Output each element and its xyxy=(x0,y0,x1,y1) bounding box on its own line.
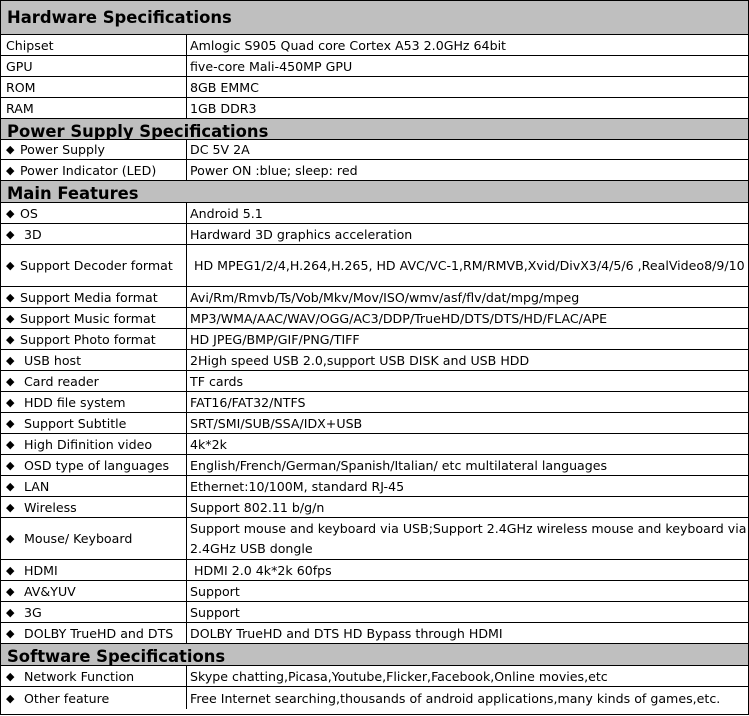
diamond-bullet-icon: ◆ xyxy=(6,605,15,619)
row-value: 2High speed USB 2.0,support USB DISK and USB HDD xyxy=(190,352,530,368)
diamond-bullet-icon: ◆ xyxy=(6,332,15,346)
diamond-bullet-icon: ◆ xyxy=(6,143,15,156)
row-label-cell xyxy=(1,623,187,643)
row-label: OSD type of languages xyxy=(24,457,170,473)
row-label: Power Indicator (LED) xyxy=(20,162,157,178)
table-row xyxy=(1,601,748,622)
row-label-cell xyxy=(1,476,187,496)
row-value: Amlogic S905 Quad core Cortex A53 2.0GHz 64bit xyxy=(190,37,506,53)
row-label-cell xyxy=(1,160,187,180)
table-row xyxy=(1,686,748,709)
row-label-cell xyxy=(1,245,187,286)
table-row xyxy=(1,580,748,601)
table-row xyxy=(1,622,748,643)
row-label: OS xyxy=(20,205,38,221)
row-label: 3D xyxy=(24,226,42,242)
row-value: MP3/WMA/AAC/WAV/OGG/AC3/DDP/TrueHD/DTS/DTS/HD/FLAC/APE xyxy=(190,310,608,326)
row-value: FAT16/FAT32/NTFS xyxy=(190,394,306,410)
section-header-software: Software Specifications xyxy=(1,643,748,665)
diamond-bullet-icon: ◆ xyxy=(6,691,15,705)
row-label-cell xyxy=(1,602,187,622)
table-row xyxy=(1,517,748,559)
diamond-bullet-icon: ◆ xyxy=(6,479,15,493)
table-row xyxy=(1,159,748,180)
table-row xyxy=(1,286,748,307)
table-row xyxy=(1,202,748,223)
diamond-bullet-icon: ◆ xyxy=(6,584,15,598)
row-value: DOLBY TrueHD and DTS HD Bypass through HDMI xyxy=(190,625,503,641)
table-row xyxy=(1,55,748,76)
diamond-bullet-icon: ◆ xyxy=(6,437,15,451)
table-row xyxy=(1,412,748,433)
row-value: SRT/SMI/SUB/SSA/IDX+USB xyxy=(190,415,363,431)
row-label-cell xyxy=(1,350,187,370)
diamond-bullet-icon: ◆ xyxy=(6,374,15,388)
row-label-cell xyxy=(1,560,187,580)
row-label-cell xyxy=(1,434,187,454)
row-value: 4k*2k xyxy=(190,436,227,452)
row-value: HD MPEG1/2/4,H.264,H.265, HD AVC/VC-1,RM/RMVB,Xvid/DivX3/4/5/6 ,RealVideo8/9/10 xyxy=(194,257,745,273)
diamond-bullet-icon: ◆ xyxy=(6,311,15,325)
row-label: Network Function xyxy=(24,668,135,684)
diamond-bullet-icon: ◆ xyxy=(6,626,15,640)
row-value: five-core Mali-450MP GPU xyxy=(190,58,353,74)
row-label: Other feature xyxy=(24,690,110,706)
table-row xyxy=(1,559,748,580)
diamond-bullet-icon: ◆ xyxy=(6,416,15,430)
row-value: Skype chatting,Picasa,Youtube,Flicker,Facebook,Online movies,etc xyxy=(190,668,608,684)
table-row xyxy=(1,139,748,159)
row-label: GPU xyxy=(1,56,187,76)
row-label: Mouse/ Keyboard xyxy=(24,531,133,546)
row-label: Chipset xyxy=(1,35,187,55)
table-row xyxy=(1,391,748,412)
row-value: Free Internet searching,thousands of android applications,many kinds of games,etc. xyxy=(190,690,721,706)
row-value: Android 5.1 xyxy=(190,205,263,221)
row-label: RAM xyxy=(1,98,187,118)
row-label-cell xyxy=(1,413,187,433)
diamond-bullet-icon: ◆ xyxy=(6,227,15,241)
diamond-bullet-icon: ◆ xyxy=(6,500,15,514)
row-label-cell xyxy=(1,497,187,517)
row-label: Wireless xyxy=(24,499,77,515)
diamond-bullet-icon: ◆ xyxy=(6,532,15,545)
diamond-bullet-icon: ◆ xyxy=(6,669,15,683)
table-row xyxy=(1,370,748,391)
row-value: DC 5V 2A xyxy=(190,142,250,157)
row-value: Support xyxy=(190,583,240,599)
row-label-cell xyxy=(1,203,187,223)
row-value: HD JPEG/BMP/GIF/PNG/TIFF xyxy=(190,331,360,347)
row-label: AV&YUV xyxy=(24,583,76,599)
row-value: English/French/German/Spanish/Italian/ etc multilateral languages xyxy=(190,457,608,473)
row-label: Support Music format xyxy=(20,310,156,326)
row-value: Power ON :blue; sleep: red xyxy=(190,162,358,178)
table-row xyxy=(1,433,748,454)
row-label-cell xyxy=(1,371,187,391)
table-row xyxy=(1,223,748,244)
row-label-cell xyxy=(1,140,187,159)
row-label: USB host xyxy=(24,352,82,368)
row-label: 3G xyxy=(24,604,42,620)
row-label-cell xyxy=(1,224,187,244)
row-label-cell xyxy=(1,687,187,709)
row-value: 8GB EMMC xyxy=(190,79,259,95)
diamond-bullet-icon: ◆ xyxy=(6,353,15,367)
row-label: Support Photo format xyxy=(20,331,156,347)
row-label-cell xyxy=(1,287,187,307)
table-row xyxy=(1,665,748,686)
table-row xyxy=(1,349,748,370)
table-row xyxy=(1,76,748,97)
table-row xyxy=(1,307,748,328)
row-label-cell xyxy=(1,392,187,412)
section-header-power: Power Supply Specifications xyxy=(1,118,748,139)
row-value: Hardward 3D graphics acceleration xyxy=(190,226,413,242)
row-label: Card reader xyxy=(24,373,99,389)
diamond-bullet-icon: ◆ xyxy=(6,458,15,472)
row-value: Avi/Rm/Rmvb/Ts/Vob/Mkv/Mov/ISO/wmv/asf/flv/dat/mpg/mpeg xyxy=(190,289,580,305)
table-row xyxy=(1,97,748,118)
row-label: Support Subtitle xyxy=(24,415,127,431)
row-label: ROM xyxy=(1,77,187,97)
diamond-bullet-icon: ◆ xyxy=(6,259,15,272)
row-label-cell xyxy=(1,581,187,601)
table-row xyxy=(1,475,748,496)
row-label: LAN xyxy=(24,478,50,494)
row-value: HDMI 2.0 4k*2k 60fps xyxy=(194,562,332,578)
table-row xyxy=(1,496,748,517)
row-label-cell xyxy=(1,455,187,475)
row-value: TF cards xyxy=(190,373,244,389)
section-header-main-features: Main Features xyxy=(1,180,748,202)
table-row xyxy=(1,328,748,349)
table-row xyxy=(1,244,748,286)
row-value: Support 802.11 b/g/n xyxy=(190,499,325,515)
row-value: Support mouse and keyboard via USB;Support 2.4GHz wireless mouse and keyboard via 2.4GHz USB dongle xyxy=(190,520,747,556)
diamond-bullet-icon: ◆ xyxy=(6,395,15,409)
row-label-cell xyxy=(1,308,187,328)
table-row xyxy=(1,454,748,475)
diamond-bullet-icon: ◆ xyxy=(6,563,15,577)
table-row xyxy=(1,34,748,55)
diamond-bullet-icon: ◆ xyxy=(6,163,15,177)
row-label: DOLBY TrueHD and DTS xyxy=(24,625,174,641)
row-label: Support Media format xyxy=(20,289,158,305)
row-label: HDD file system xyxy=(24,394,126,410)
row-label-cell xyxy=(1,518,187,559)
row-label: Power Supply xyxy=(20,142,105,157)
diamond-bullet-icon: ◆ xyxy=(6,290,15,304)
row-label: Support Decoder format xyxy=(20,258,173,273)
row-value: Ethernet:10/100M, standard RJ-45 xyxy=(190,478,405,494)
row-value: 1GB DDR3 xyxy=(190,100,257,116)
diamond-bullet-icon: ◆ xyxy=(6,206,15,220)
row-label: High Difinition video xyxy=(24,436,153,452)
section-header-hardware: Hardware Specifications xyxy=(1,0,748,34)
row-label: HDMI xyxy=(24,562,58,578)
row-label-cell xyxy=(1,329,187,349)
row-value: Support xyxy=(190,604,240,620)
row-label-cell xyxy=(1,666,187,686)
